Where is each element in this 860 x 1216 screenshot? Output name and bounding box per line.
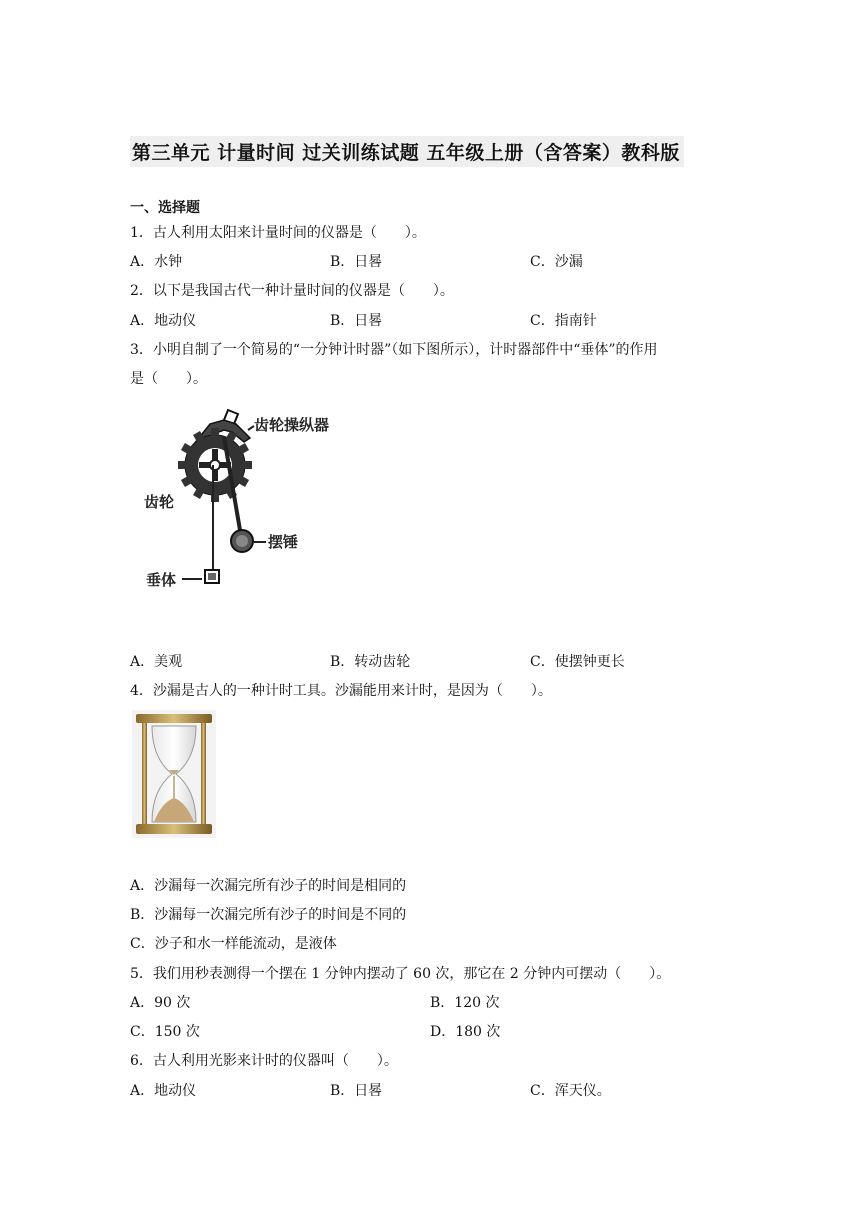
question-6-option-a[interactable]: A．地动仪	[130, 1083, 197, 1099]
escapement-timer-figure	[132, 402, 352, 602]
question-4-option-c[interactable]: C．沙子和水一样能流动，是液体	[130, 936, 337, 952]
page-title: 第三单元 计量时间 过关训练试题 五年级上册（含答案）教科版	[130, 136, 684, 167]
question-1-stem: 1．古人利用太阳来计量时间的仪器是（ ）。	[130, 225, 426, 241]
question-6-stem: 6．古人利用光影来计时的仪器叫（ ）。	[130, 1053, 398, 1069]
label-weight: 垂体	[146, 571, 177, 589]
label-pendulum: 摆锤	[268, 533, 299, 551]
question-6-option-b[interactable]: B．日晷	[330, 1083, 383, 1099]
question-5-option-a[interactable]: A．90 次	[130, 995, 191, 1011]
question-3-option-c[interactable]: C．使摆钟更长	[530, 654, 625, 670]
question-3-option-b[interactable]: B．转动齿轮	[330, 654, 411, 670]
question-4-option-b[interactable]: B．沙漏每一次漏完所有沙子的时间是不同的	[130, 907, 407, 923]
question-3-option-a[interactable]: A．美观	[130, 654, 183, 670]
label-gear-control: 齿轮操纵器	[254, 416, 330, 434]
question-5-stem: 5．我们用秒表测得一个摆在 1 分钟内摆动了 60 次，那它在 2 分钟内可摆动（ ）。	[130, 966, 671, 982]
question-4-stem: 4．沙漏是古人的一种计时工具。沙漏能用来计时，是因为（ ）。	[130, 683, 552, 699]
question-1-option-c[interactable]: C．沙漏	[530, 254, 583, 270]
question-5-option-b[interactable]: B．120 次	[430, 995, 500, 1011]
question-4-option-a[interactable]: A．沙漏每一次漏完所有沙子的时间是相同的	[130, 878, 407, 894]
question-2-option-a[interactable]: A．地动仪	[130, 313, 197, 329]
question-1-option-a[interactable]: A．水钟	[130, 254, 183, 270]
question-6-option-c[interactable]: C．浑天仪。	[530, 1083, 611, 1099]
question-3-stem-line-2: 是（ ）。	[130, 371, 207, 387]
question-5-option-c[interactable]: C．150 次	[130, 1024, 200, 1040]
label-gear: 齿轮	[144, 493, 175, 511]
question-3-stem-line-1: 3．小明自制了一个简易的“一分钟计时器”（如下图所示），计时器部件中“垂体”的作用	[130, 342, 658, 358]
hourglass-image	[132, 710, 216, 838]
question-2-stem: 2．以下是我国古代一种计量时间的仪器是（ ）。	[130, 283, 454, 299]
section-heading: 一、选择题	[130, 200, 200, 216]
question-5-option-d[interactable]: D．180 次	[430, 1024, 501, 1040]
question-2-option-c[interactable]: C．指南针	[530, 313, 597, 329]
question-1-option-b[interactable]: B．日晷	[330, 254, 383, 270]
question-2-option-b[interactable]: B．日晷	[330, 313, 383, 329]
